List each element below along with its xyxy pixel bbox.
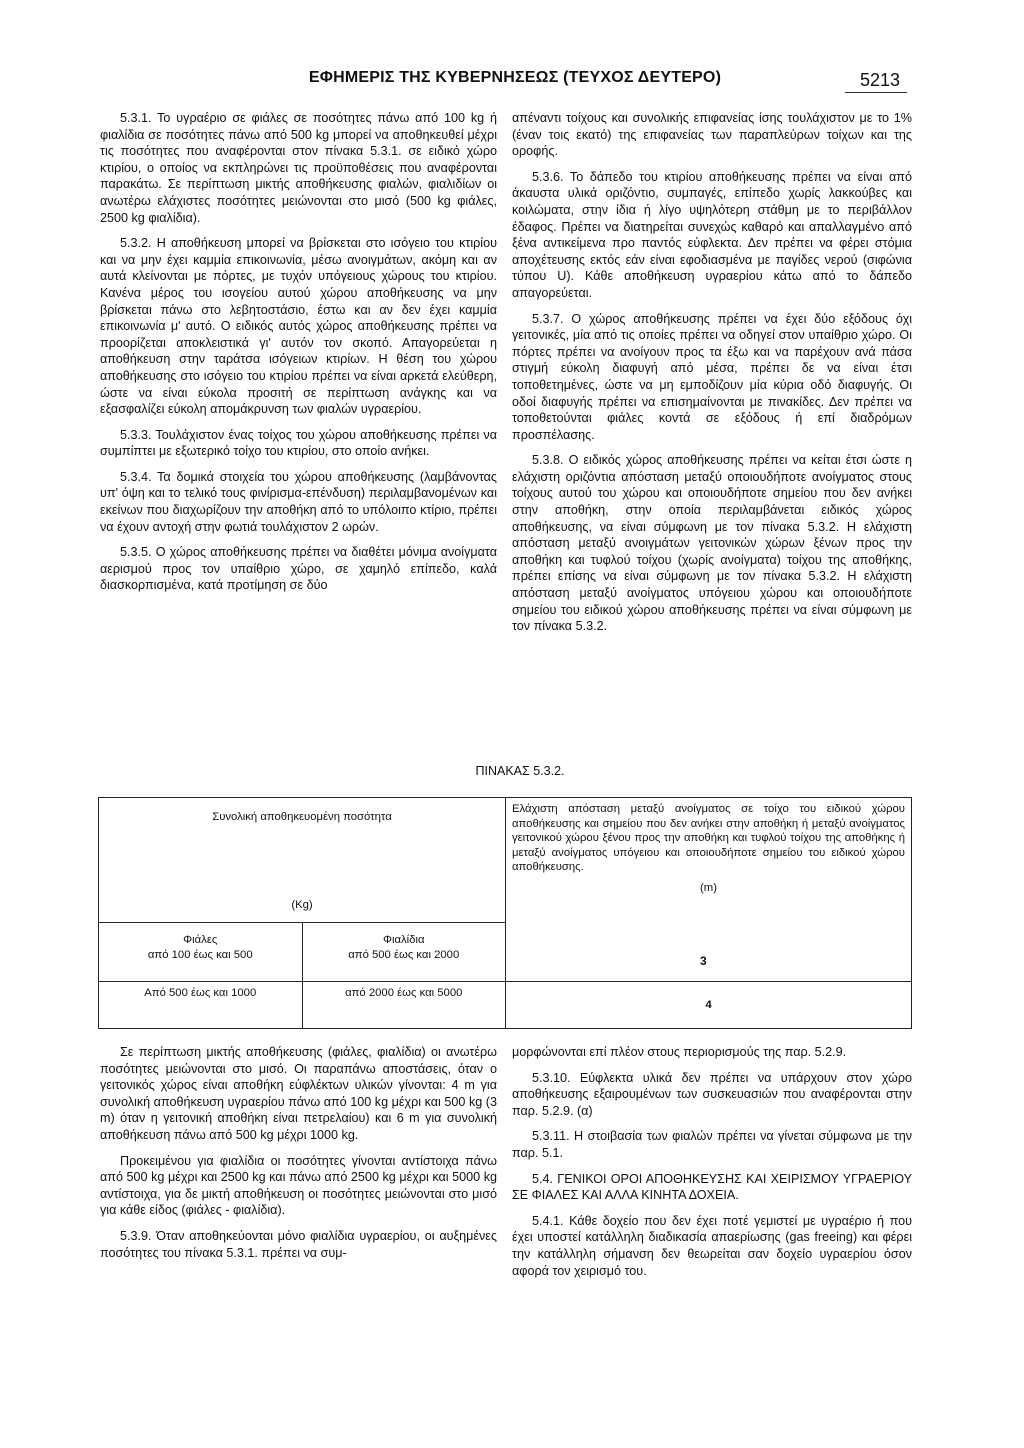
table-row xyxy=(99,982,912,1029)
cartridges-subheader: Φιαλίδια xyxy=(382,934,425,946)
distance-header-label: Ελάχιστη απόσταση μεταξύ ανοίγματος σε τοίχο του ειδικού χώρου αποθήκευσης και σημείου που δεν ανήκει στην αποθήκη ή μεταξύ ανοίγματος γειτονικού χώρου ξένου προς την αποθήκη και τυφλού τοίχου της αποθήκης ή μεταξύ ανοίγματος υπόγειου και οποιουδήποτε σημείου του ειδικού χώρου αποθήκευσης. xyxy=(512,803,905,873)
paragraph-5-3-8: 5.3.8. Ο ειδικός χώρος αποθήκευσης πρέπει να κείται έτσι ώστε η ελάχιστη οριζόντια απόσταση μεταξύ οποιουδήποτε ανοίγματος στους τοίχους αυτού του χώρου και οποιουδήποτε σημείου που δεν ανήκει στην αποθήκη, στην οποία περιλαμβάνεται ειδικός χώρος αποθήκευσης, να είναι σύμφωνη με τον πίνακα 5.3.2. Η ελάχιστη απόσταση μεταξύ ανοιγμάτων γειτονικών χώρων ξένων προς την αποθήκη και τυφλού τοίχου (χωρίς ανοίγματα) τοίχου της αποθήκης, πρέπει επίσης να είναι σύμφωνη με τον πίνακα 5.3.2. Η ελάχιστη απόσταση μεταξύ ανοίγματος υπόγειου χώρου και οποιουδήποτε σημείου του ειδικού χώρου αποθήκευσης πρέπει να είναι σύμφωνη με τον πίνακα 5.3.2. xyxy=(512,453,912,634)
paragraph-cartridges: Προκειμένου για φιαλίδια οι ποσότητες γίνονται αντίστοιχα πάνω από 500 kg μέχρι και 2500 kg και πάνω από 2500 kg μέχρι και 5000 kg αντίστοιχα, για δε μικτή αποθήκευση οι ποσότητες μειώνονται στο μισό για κάθε είδος (φιάλες - φιαλίδια). xyxy=(100,1153,497,1218)
cartridges-range-1: από 500 έως και 2000 xyxy=(348,948,460,961)
table-caption: ΠΙΝΑΚΑΣ 5.3.2. xyxy=(475,764,565,778)
paragraph-5-3-1: 5.3.1. Το υγραέριο σε φιάλες σε ποσότητες πάνω από 100 kg ή φιαλίδια σε ποσότητες πάνω από 500 kg μπορεί να αποθηκευθεί μέχρι τις ποσότητες που αναφέρονται στον πίνακα 5.3.1. σε ειδικό χώρο κτιρίου, ο οποίος να εκπληρώνει τις προϋποθέσεις που αναφέρονται παρακάτω. Σε περίπτωση μικτής αποθήκευσης φιαλών, φιαλιδίων οι ανωτέρω ελάχιστες ποσότητες μειώνονται στο μισό (500 kg φιάλες, 2500 kg φιαλίδια). xyxy=(100,111,497,225)
left-column-bottom xyxy=(100,1044,497,1261)
distance-table xyxy=(98,797,912,1029)
cartridges-range-2: από 2000 έως και 5000 xyxy=(302,982,506,1029)
right-column-bottom xyxy=(512,1044,912,1279)
paragraph-5-3-9: 5.3.9. Όταν αποθηκεύονται μόνο φιαλίδια υγραερίου, οι αυξημένες ποσότητες του πίνακα 5.3.1. πρέπει να συμ- xyxy=(100,1228,497,1260)
cartridges-cell-1 xyxy=(302,923,506,982)
paragraph-5-3-7: 5.3.7. Ο χώρος αποθήκευσης πρέπει να έχει δύο εξόδους όχι γειτονικές, μία από τις οποίες πρέπει να οδηγεί στον υπαίθριο χώρο. Οι πόρτες πρέπει να ανοίγουν προς τα έξω και να παρέχουν ανά πάσα στιγμή εύκολη διαφυγή από μέσα, πρέπει δε να είναι έτσι τοποθετημένες, ώστε να μη εμποδίζουν μία κύρια οδό διαφυγής. Οι οδοί διαφυγής πρέπει να επισημαίνονται με πινακίδες. Δεν πρέπει να τοποθετούνται φιάλες κοντά σε εξόδους ή επί διαδρόμων προσπέλασης. xyxy=(512,311,912,442)
paragraph-5-3-4: 5.3.4. Τα δομικά στοιχεία του χώρου αποθήκευσης (λαμβάνοντας υπ' όψη και το τελικό τους φινίρισμα-επένδυση) περιλαμβανομένων και εκείνων που διαχωρίζουν την αποθήκη από το υπόλοιπο κτίριο, πρέπει να έχουν αντοχή στην φωτιά τουλάχιστον 2 ωρών. xyxy=(100,469,497,534)
page-number: 5213 xyxy=(860,70,901,90)
right-column-top xyxy=(512,110,912,635)
paragraph-5-3-5-continued: απέναντι τοίχους και συνολικής επιφανείας ίσης τουλάχιστον με το 1% (έναν τοις εκατό) της επιφανείας των παραπλεύρων τοίχων και της οροφής. xyxy=(512,111,912,159)
gazette-header-title: ΕΦΗΜΕΡΙΣ ΤΗΣ ΚΥΒΕΡΝΗΣΕΩΣ (ΤΕΥΧΟΣ ΔΕΥΤΕΡΟ) xyxy=(308,69,722,86)
paragraph-5-3-5: 5.3.5. Ο χώρος αποθήκευσης πρέπει να διαθέτει μόνιμα ανοίγματα αερισμού προς τον υπαίθριο χώρο, σε χαμηλό επίπεδο, καλά διασκορπισμένα, κατά προτίμηση σε δύο xyxy=(100,545,497,593)
quantity-unit-label: (Kg) xyxy=(291,898,313,911)
table-header-row xyxy=(99,798,912,923)
page-number-underline xyxy=(845,92,907,93)
paragraph-5-3-10: 5.3.10. Εύφλεκτα υλικά δεν πρέπει να υπάρχουν στον χώρο αποθήκευσης εξαιρουμένων των συσκευασιών που αναφέρονται στην παρ. 5.2.9. (α) xyxy=(512,1070,912,1118)
bottles-cell-1 xyxy=(99,923,303,982)
bottles-range-1: από 100 έως και 500 xyxy=(147,948,253,961)
paragraph-5-3-9-continued: μορφώνονται επί πλέον στους περιορισμούς της παρ. 5.2.9. xyxy=(512,1045,847,1059)
paragraph-mixed-storage: Σε περίπτωση μικτής αποθήκευσης (φιάλες, φιαλίδια) οι ανωτέρω ποσότητες μειώνονται στο μισό. Οι παραπάνω αποστάσεις, όταν ο γειτονικός χώρος είναι αποθήκη εύφλέκτων υλικών γίνονται: 4 m για συνολική αποθήκευση υγραερίου πάνω από 100 kg μέχρι και 500 kg (3 m) όταν η γειτονική αποθήκη είναι πετρελαίου) και 6 m για συνολική αποθήκευση πάνω από 500 kg μέχρι 1000 kg. xyxy=(100,1045,497,1142)
paragraph-5-4-1: 5.4.1. Κάθε δοχείο που δεν έχει ποτέ γεμιστεί με υγραέριο ή που έχει υποστεί κατάλληλη διαδικασία απαερίωσης (gas freeing) και φέρει την κατάλληλη σήμανση δεν θεωρείται σαν δοχείο υγραερίου όσον αφορά τον χειρισμό του. xyxy=(512,1213,912,1278)
paragraph-5-3-6: 5.3.6. Το δάπεδο του κτιρίου αποθήκευσης πρέπει να είναι από άκαυστα υλικά οριζόντιο, συμπαγές, επίπεδο χωρίς λακκούβες και κοιλώματα, στην ίδια ή λίγο υψηλότερη στάθμη με το περιβάλλον έδαφος. Πρέπει να διατηρείται συνεχώς καθαρό και απαλλαγμένο από ξένα αντικείμενα προ παντός εύφλεκτα. Δεν πρέπει να φέρει στόμια αποχέτευσης εκτός εάν είναι εφοδιασμένα με παγίδες νερού (σιφώνια τύπου U). Κάθε αποθήκευση υγραερίου κάτω από το δάπεδο απαγορεύεται. xyxy=(512,169,912,300)
distance-value-2: 4 xyxy=(506,982,912,1029)
section-5-4-heading: 5.4. ΓΕΝΙΚΟΙ ΟΡΟΙ ΑΠΟΘΗΚΕΥΣΗΣ ΚΑΙ ΧΕΙΡΙΣΜΟΥ ΥΓΡΑΕΡΙΟΥ ΣΕ ΦΙΑΛΕΣ ΚΑΙ ΑΛΛΑ ΚΙΝΗΤΑ ΔΟΧΕΙΑ. xyxy=(512,1171,912,1203)
distance-unit-label: (m) xyxy=(700,881,717,894)
left-column-top xyxy=(100,110,497,594)
distance-header-cell xyxy=(506,798,912,982)
paragraph-5-3-3: 5.3.3. Τουλάχιστον ένας τοίχος του χώρου αποθήκευσης πρέπει να συμπίπτει με εξωτερικό τοίχο του κτιρίου, στο οποίο ανήκει. xyxy=(100,427,497,459)
distance-value-1: 3 xyxy=(700,954,707,968)
paragraph-5-3-2: 5.3.2. Η αποθήκευση μπορεί να βρίσκεται στο ισόγειο του κτιρίου και να μην έχει καμμία επικοινωνία, μέσω ανοιγμάτων, ακόμη και αν αυτά κλείνονται με πόρτες, με τυχόν υπόγειους χώρους του κτιρίου. Κανένα μέρος του ισογείου αυτού χώρου αποθήκευσης να μην βρίσκεται πάνω στο λεβητοστάσιο, έστω και αν δεν έχει καμμία επικοινωνία μ' αυτό. Ο ειδικός αυτός χώρος αποθήκευσης πρέπει να προορίζεται αποκλειστικά γι' αυτόν τον σκοπό. Απαγορεύεται η αποθήκευση στην ταράτσα ισόγειων κτιρίων. Η θέση του χώρου αποθήκευσης στο ισόγειο του κτιρίου πρέπει να είναι αρκετά ελεύθερη, ώστε να είναι εύκολα προσιτή σε περίπτωση ανάγκης και να εξασφαλίζει εύκολη απομάκρυνση των φιαλών υγραερίου. xyxy=(100,236,497,417)
quantity-header-label: Συνολική αποθηκευομένη ποσότητα xyxy=(212,811,392,823)
bottles-subheader: Φιάλες xyxy=(183,934,218,946)
bottles-range-2: Από 500 έως και 1000 xyxy=(99,982,303,1029)
paragraph-5-3-11: 5.3.11. Η στοιβασία των φιαλών πρέπει να γίνεται σύμφωνα με την παρ. 5.1. xyxy=(512,1129,912,1160)
quantity-header-cell xyxy=(99,798,506,923)
